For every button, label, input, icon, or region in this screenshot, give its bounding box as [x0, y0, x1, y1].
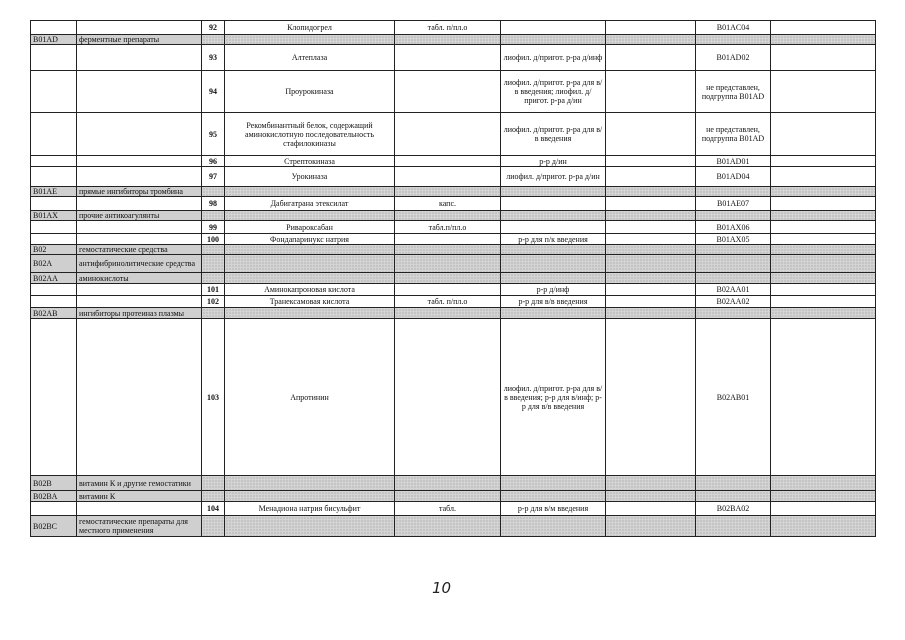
- empty-cell: [771, 71, 876, 113]
- release-form: р-р для п/к введения: [501, 234, 606, 245]
- empty-cell: [606, 245, 696, 255]
- empty-cell: [225, 211, 395, 221]
- empty-cell: [696, 476, 771, 491]
- row-number: 94: [202, 71, 225, 113]
- empty-cell: [696, 491, 771, 502]
- atc-code: B01AE07: [696, 197, 771, 211]
- empty-cell: [501, 516, 606, 537]
- row-number: 95: [202, 113, 225, 156]
- row-number: 103: [202, 319, 225, 476]
- release-form: р-р для в/м введения: [501, 502, 606, 516]
- page-number: 10: [432, 579, 452, 597]
- empty-cell: [225, 187, 395, 197]
- empty-cell: [501, 491, 606, 502]
- empty-cell: [395, 308, 501, 319]
- empty-cell: [696, 308, 771, 319]
- atc-group-name: ингибиторы протеиназ плазмы: [77, 308, 202, 319]
- empty-cell: [606, 211, 696, 221]
- empty-cell: [606, 319, 696, 476]
- empty-cell: [77, 113, 202, 156]
- empty-cell: [771, 156, 876, 167]
- drug-name: Фондапаринукс натрия: [225, 234, 395, 245]
- atc-group-code: B02BA: [31, 491, 77, 502]
- empty-cell: [501, 245, 606, 255]
- dosage-form: табл.п/пл.о: [395, 221, 501, 234]
- empty-cell: [31, 197, 77, 211]
- dosage-form: капс.: [395, 197, 501, 211]
- drug-row: [31, 502, 876, 516]
- empty-cell: [771, 21, 876, 35]
- empty-cell: [696, 255, 771, 273]
- atc-group-name: прочие антикоагулянты: [77, 211, 202, 221]
- empty-cell: [771, 284, 876, 296]
- release-form: р-р д/ин: [501, 156, 606, 167]
- atc-code: B01AD01: [696, 156, 771, 167]
- drug-name: Проурокиназа: [225, 71, 395, 113]
- empty-cell: [771, 35, 876, 45]
- empty-cell: [395, 255, 501, 273]
- empty-cell: [77, 319, 202, 476]
- drug-row: [31, 197, 876, 211]
- empty-cell: [606, 221, 696, 234]
- empty-cell: [225, 273, 395, 284]
- drug-name: Транексамовая кислота: [225, 296, 395, 308]
- empty-cell: [31, 21, 77, 35]
- empty-cell: [606, 502, 696, 516]
- release-form: [501, 197, 606, 211]
- empty-cell: [77, 21, 202, 35]
- empty-cell: [202, 35, 225, 45]
- empty-cell: [77, 284, 202, 296]
- empty-cell: [771, 167, 876, 187]
- empty-cell: [501, 255, 606, 273]
- atc-code: B02AB01: [696, 319, 771, 476]
- drug-row: [31, 167, 876, 187]
- empty-cell: [31, 167, 77, 187]
- drug-name: Ривароксабан: [225, 221, 395, 234]
- empty-cell: [225, 35, 395, 45]
- atc-group-code: B02: [31, 245, 77, 255]
- row-number: 101: [202, 284, 225, 296]
- empty-cell: [771, 197, 876, 211]
- drug-name: Аминокапроновая кислота: [225, 284, 395, 296]
- atc-group-code: B02B: [31, 476, 77, 491]
- empty-cell: [606, 296, 696, 308]
- empty-cell: [225, 491, 395, 502]
- empty-cell: [202, 476, 225, 491]
- atc-group-code: B01AD: [31, 35, 77, 45]
- empty-cell: [771, 113, 876, 156]
- dosage-form: [395, 71, 501, 113]
- release-form: лиофил. д/пригот. р-ра д/инф: [501, 45, 606, 71]
- empty-cell: [225, 245, 395, 255]
- empty-cell: [771, 245, 876, 255]
- dosage-form: [395, 45, 501, 71]
- empty-cell: [77, 221, 202, 234]
- empty-cell: [395, 245, 501, 255]
- empty-cell: [202, 255, 225, 273]
- empty-cell: [606, 197, 696, 211]
- empty-cell: [696, 516, 771, 537]
- empty-cell: [395, 35, 501, 45]
- drug-list-table: [30, 20, 876, 537]
- empty-cell: [202, 516, 225, 537]
- empty-cell: [606, 71, 696, 113]
- empty-cell: [606, 21, 696, 35]
- drug-name: Апротинин: [225, 319, 395, 476]
- empty-cell: [771, 296, 876, 308]
- drug-row: [31, 234, 876, 245]
- drug-row: [31, 221, 876, 234]
- empty-cell: [771, 234, 876, 245]
- row-number: 102: [202, 296, 225, 308]
- empty-cell: [395, 516, 501, 537]
- empty-cell: [77, 167, 202, 187]
- dosage-form: табл. п/пл.о: [395, 296, 501, 308]
- empty-cell: [31, 45, 77, 71]
- dosage-form: табл.: [395, 502, 501, 516]
- group-row: [31, 273, 876, 284]
- dosage-form: [395, 113, 501, 156]
- empty-cell: [225, 476, 395, 491]
- empty-cell: [501, 476, 606, 491]
- empty-cell: [696, 211, 771, 221]
- atc-code: B02AA01: [696, 284, 771, 296]
- empty-cell: [77, 234, 202, 245]
- atc-group-code: B02AB: [31, 308, 77, 319]
- empty-cell: [31, 284, 77, 296]
- empty-cell: [501, 211, 606, 221]
- empty-cell: [771, 273, 876, 284]
- dosage-form: [395, 167, 501, 187]
- empty-cell: [696, 245, 771, 255]
- group-row: [31, 245, 876, 255]
- group-row: [31, 187, 876, 197]
- atc-group-code: B01AX: [31, 211, 77, 221]
- atc-group-name: ферментные препараты: [77, 35, 202, 45]
- empty-cell: [77, 45, 202, 71]
- empty-cell: [606, 516, 696, 537]
- release-form: [501, 21, 606, 35]
- empty-cell: [31, 156, 77, 167]
- release-form: лиофил. д/пригот. р-ра д/ин: [501, 167, 606, 187]
- group-row: [31, 211, 876, 221]
- empty-cell: [606, 476, 696, 491]
- atc-code: B01AC04: [696, 21, 771, 35]
- drug-row: [31, 319, 876, 476]
- atc-group-name: аминокислоты: [77, 273, 202, 284]
- release-form: р-р д/инф: [501, 284, 606, 296]
- dosage-form: [395, 284, 501, 296]
- atc-group-code: B02A: [31, 255, 77, 273]
- empty-cell: [606, 35, 696, 45]
- empty-cell: [31, 234, 77, 245]
- empty-cell: [501, 35, 606, 45]
- atc-group-name: гемостатические препараты для местного применения: [77, 516, 202, 537]
- drug-name: Рекомбинантный белок, содержащий аминокислотную последовательность стафилокиназы: [225, 113, 395, 156]
- empty-cell: [696, 187, 771, 197]
- release-form: лиофил. д/пригот. р-ра для в/в введения: [501, 113, 606, 156]
- dosage-form: [395, 234, 501, 245]
- atc-group-code: B02BC: [31, 516, 77, 537]
- drug-row: [31, 113, 876, 156]
- release-form: р-р для в/в введения: [501, 296, 606, 308]
- empty-cell: [771, 308, 876, 319]
- empty-cell: [771, 211, 876, 221]
- empty-cell: [771, 319, 876, 476]
- atc-group-name: витамин К: [77, 491, 202, 502]
- row-number: 98: [202, 197, 225, 211]
- group-row: [31, 476, 876, 491]
- row-number: 97: [202, 167, 225, 187]
- row-number: 96: [202, 156, 225, 167]
- group-row: [31, 516, 876, 537]
- empty-cell: [202, 187, 225, 197]
- empty-cell: [395, 476, 501, 491]
- empty-cell: [225, 308, 395, 319]
- drug-name: Стрептокиназа: [225, 156, 395, 167]
- empty-cell: [395, 273, 501, 284]
- drug-row: [31, 45, 876, 71]
- atc-code: B01AX05: [696, 234, 771, 245]
- empty-cell: [77, 502, 202, 516]
- empty-cell: [31, 502, 77, 516]
- empty-cell: [771, 491, 876, 502]
- empty-cell: [771, 476, 876, 491]
- release-form: лиофил. д/пригот. р-ра для в/в введения; лиофил. д/пригот. р-ра д/ин: [501, 71, 606, 113]
- empty-cell: [77, 156, 202, 167]
- empty-cell: [771, 255, 876, 273]
- drug-row: [31, 296, 876, 308]
- empty-cell: [31, 296, 77, 308]
- drug-name: Алтеплаза: [225, 45, 395, 71]
- empty-cell: [696, 273, 771, 284]
- empty-cell: [225, 516, 395, 537]
- drug-name: Урокиназа: [225, 167, 395, 187]
- empty-cell: [77, 197, 202, 211]
- empty-cell: [606, 491, 696, 502]
- dosage-form: [395, 156, 501, 167]
- empty-cell: [395, 211, 501, 221]
- drug-row: [31, 71, 876, 113]
- drug-row: [31, 21, 876, 35]
- row-number: 104: [202, 502, 225, 516]
- empty-cell: [606, 308, 696, 319]
- empty-cell: [395, 491, 501, 502]
- group-row: [31, 308, 876, 319]
- atc-code: B02BA02: [696, 502, 771, 516]
- empty-cell: [771, 516, 876, 537]
- empty-cell: [202, 491, 225, 502]
- group-row: [31, 35, 876, 45]
- empty-cell: [501, 308, 606, 319]
- empty-cell: [202, 273, 225, 284]
- atc-code: B02AA02: [696, 296, 771, 308]
- atc-group-code: B02AA: [31, 273, 77, 284]
- empty-cell: [225, 255, 395, 273]
- empty-cell: [606, 45, 696, 71]
- atc-code: B01AD02: [696, 45, 771, 71]
- empty-cell: [771, 221, 876, 234]
- empty-cell: [771, 502, 876, 516]
- empty-cell: [501, 273, 606, 284]
- atc-code: B01AX06: [696, 221, 771, 234]
- row-number: 99: [202, 221, 225, 234]
- empty-cell: [606, 284, 696, 296]
- drug-row: [31, 284, 876, 296]
- atc-group-name: гемостатические средства: [77, 245, 202, 255]
- empty-cell: [606, 255, 696, 273]
- empty-cell: [77, 71, 202, 113]
- release-form: лиофил. д/пригот. р-ра для в/в введения; р-р для в/инф; р-р для в/в введения: [501, 319, 606, 476]
- empty-cell: [771, 45, 876, 71]
- empty-cell: [771, 187, 876, 197]
- dosage-form: [395, 319, 501, 476]
- empty-cell: [696, 35, 771, 45]
- dosage-form: табл. п/пл.о: [395, 21, 501, 35]
- row-number: 93: [202, 45, 225, 71]
- atc-group-name: антифибринолитические средства: [77, 255, 202, 273]
- drug-name: Дабигатрана этексилат: [225, 197, 395, 211]
- atc-group-name: прямые ингибиторы тромбина: [77, 187, 202, 197]
- empty-cell: [31, 113, 77, 156]
- empty-cell: [606, 273, 696, 284]
- empty-cell: [606, 167, 696, 187]
- drug-name: Менадиона натрия бисульфит: [225, 502, 395, 516]
- empty-cell: [202, 211, 225, 221]
- empty-cell: [31, 71, 77, 113]
- atc-code: не представлен, подгруппа B01AD: [696, 113, 771, 156]
- drug-row: [31, 156, 876, 167]
- group-row: [31, 491, 876, 502]
- atc-code: не представлен, подгруппа B01AD: [696, 71, 771, 113]
- empty-cell: [31, 319, 77, 476]
- empty-cell: [501, 187, 606, 197]
- empty-cell: [31, 221, 77, 234]
- empty-cell: [606, 187, 696, 197]
- empty-cell: [202, 308, 225, 319]
- empty-cell: [395, 187, 501, 197]
- empty-cell: [77, 296, 202, 308]
- empty-cell: [606, 156, 696, 167]
- row-number: 92: [202, 21, 225, 35]
- atc-group-name: витамин К и другие гемостатики: [77, 476, 202, 491]
- atc-code: B01AD04: [696, 167, 771, 187]
- drug-name: Клопидогрел: [225, 21, 395, 35]
- atc-group-code: B01AE: [31, 187, 77, 197]
- row-number: 100: [202, 234, 225, 245]
- empty-cell: [606, 113, 696, 156]
- group-row: [31, 255, 876, 273]
- empty-cell: [606, 234, 696, 245]
- release-form: [501, 221, 606, 234]
- empty-cell: [202, 245, 225, 255]
